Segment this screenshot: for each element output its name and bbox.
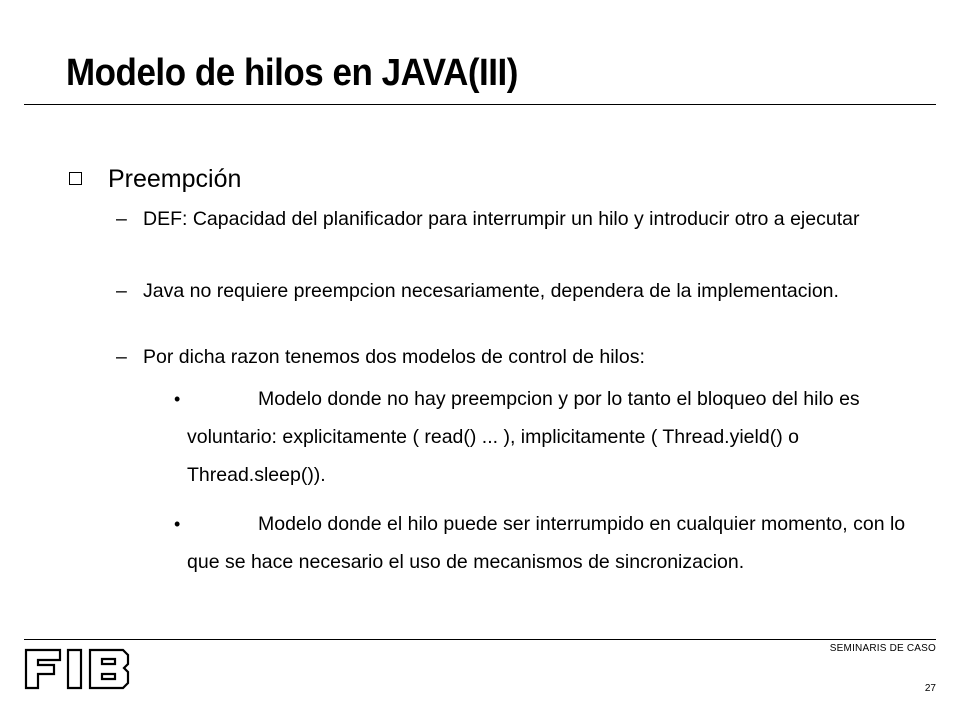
- footer-org: SEMINARIS DE CASO: [829, 643, 936, 654]
- list-item: [116, 206, 896, 233]
- dash-marker: –: [116, 208, 127, 230]
- list-item-text: Por dicha razon tenemos dos modelos de control de hilos:: [143, 346, 645, 368]
- dash-marker: –: [116, 346, 127, 368]
- bullet-marker: •: [174, 514, 181, 534]
- square-bullet-icon: [69, 172, 82, 185]
- sub-list-item-text: Modelo donde el hilo puede ser interrumpido en cualquier momento, con lo que se hace necesario el uso de mecanismos de sincronizacion.: [187, 513, 906, 573]
- slide-title: Modelo de hilos en JAVA(III): [66, 52, 518, 94]
- list-item: [116, 278, 896, 305]
- fib-logo: [24, 648, 132, 690]
- page-number: 27: [924, 683, 936, 694]
- list-item-text: DEF: Capacidad del planificador para interrumpir un hilo y introducir otro a ejecutar: [143, 208, 860, 230]
- sub-list-item: [164, 380, 924, 494]
- title-divider: [24, 104, 936, 105]
- list-item-text: Java no requiere preempcion necesariamente, dependera de la implementacion.: [143, 280, 839, 302]
- list-item: [116, 344, 896, 371]
- dash-marker: –: [116, 280, 127, 302]
- bullet-marker: •: [174, 389, 181, 409]
- level1-text: Preempción: [108, 165, 242, 193]
- sub-list-item-text: Modelo donde no hay preempcion y por lo tanto el bloqueo del hilo es voluntario: explicitamente ( read() ... ), implicitamente ( Thread.yield() o Thread.sleep()).: [187, 388, 860, 486]
- sub-list-item: [164, 505, 924, 581]
- footer-divider: [24, 639, 936, 640]
